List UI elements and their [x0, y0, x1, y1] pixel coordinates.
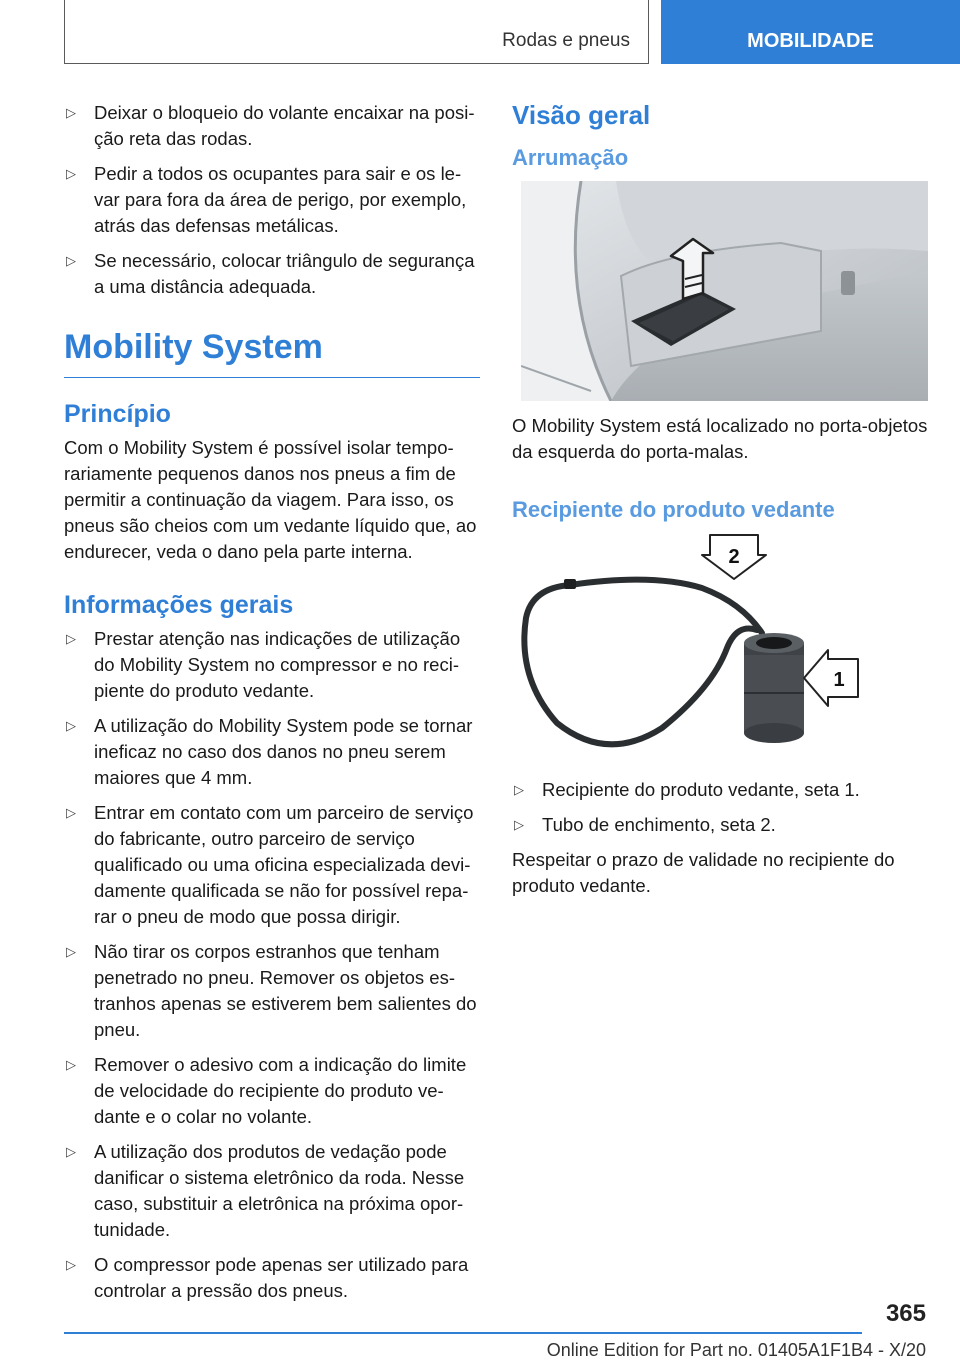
principle-heading: Princípio: [64, 400, 171, 428]
list-item: ▷ Se necessário, colocar triângulo de segurança a uma distância adequada.: [64, 248, 480, 300]
list-item: ▷ Recipiente do produto vedante, seta 1.: [512, 777, 928, 803]
info-heading: Informações gerais: [64, 591, 294, 619]
page-number: 365: [885, 1300, 926, 1327]
arrow-label-1: 1: [833, 669, 845, 691]
list-item: ▷ Remover o adesivo com a indicação do limite de velocidade do recipiente do produto vedante e o colar no volante.: [64, 1052, 480, 1130]
list-item: ▷ O compressor pode apenas ser utilizado para controlar a pressão dos pneus.: [64, 1252, 480, 1304]
list-item: ▷ A utilização do Mobility System pode se tornar ineficaz no caso dos danos no pneu serem maiores que 4 mm.: [64, 713, 480, 791]
container-bullet-list: [512, 777, 928, 838]
section-title: Rodas e pneus: [502, 30, 630, 51]
list-item: ▷ Não tirar os corpos estranhos que tenham penetrado no pneu. Remover os objetos estranhos apenas se estiverem bem salientes do pneu.: [64, 939, 480, 1043]
info-bullet-list: [64, 626, 480, 1304]
list-item: ▷ Prestar atenção nas indicações de utilização do Mobility System no compressor e no recipiente do produto vedante.: [64, 626, 480, 704]
chapter-title: Mobility System: [64, 328, 480, 378]
list-item: ▷ Entrar em contato com um parceiro de serviço do fabricante, outro parceiro de serviço qualificado ou uma oficina especializada devidamente qualificada se não for possível reparar o pneu de modo que possa dirigir.: [64, 800, 480, 930]
trunk-storage-illustration: [521, 181, 928, 401]
list-item: ▷ Tubo de enchimento, seta 2.: [512, 812, 928, 838]
list-item: ▷ Deixar o bloqueio do volante encaixar na posição reta das rodas.: [64, 100, 480, 152]
overview-heading: Visão geral: [512, 100, 651, 130]
list-item: ▷ Pedir a todos os ocupantes para sair e os levar para fora da área de perigo, por exemplo, atrás das defensas metálicas.: [64, 161, 480, 239]
container-heading: Recipiente do produto vedante: [512, 497, 835, 522]
container-text: Respeitar o prazo de validade no recipiente do produto vedante.: [512, 849, 895, 896]
chapter-tab[interactable]: MOBILIDADE: [661, 0, 960, 64]
storage-text: O Mobility System está localizado no porta-objetos da esquerda do porta-malas.: [512, 415, 928, 462]
sealant-container-illustration: [512, 533, 928, 763]
left-column: [64, 100, 480, 1313]
storage-heading: Arrumação: [512, 145, 629, 170]
trunk-storage-figure: [521, 181, 928, 401]
footer-divider: [64, 1332, 862, 1334]
edition-footer: Online Edition for Part no. 01405A1F1B4 - X/20: [546, 1340, 926, 1360]
sealant-container-figure: [512, 533, 928, 763]
intro-bullet-list: [64, 100, 480, 300]
right-column: [512, 100, 928, 899]
list-item: ▷ A utilização dos produtos de vedação pode danificar o sistema eletrônico da roda. Nesse caso, substituir a eletrônica na próxima oportunidade.: [64, 1139, 480, 1243]
arrow-label-2: 2: [728, 546, 740, 568]
principle-text: Com o Mobility System é possível isolar temporariamente pequenos danos nos pneus a fim de permitir a continuação da viagem. Para isso, os pneus são cheios com um vedante líquido que, ao endurecer, veda o dano pela parte interna.: [64, 437, 477, 562]
